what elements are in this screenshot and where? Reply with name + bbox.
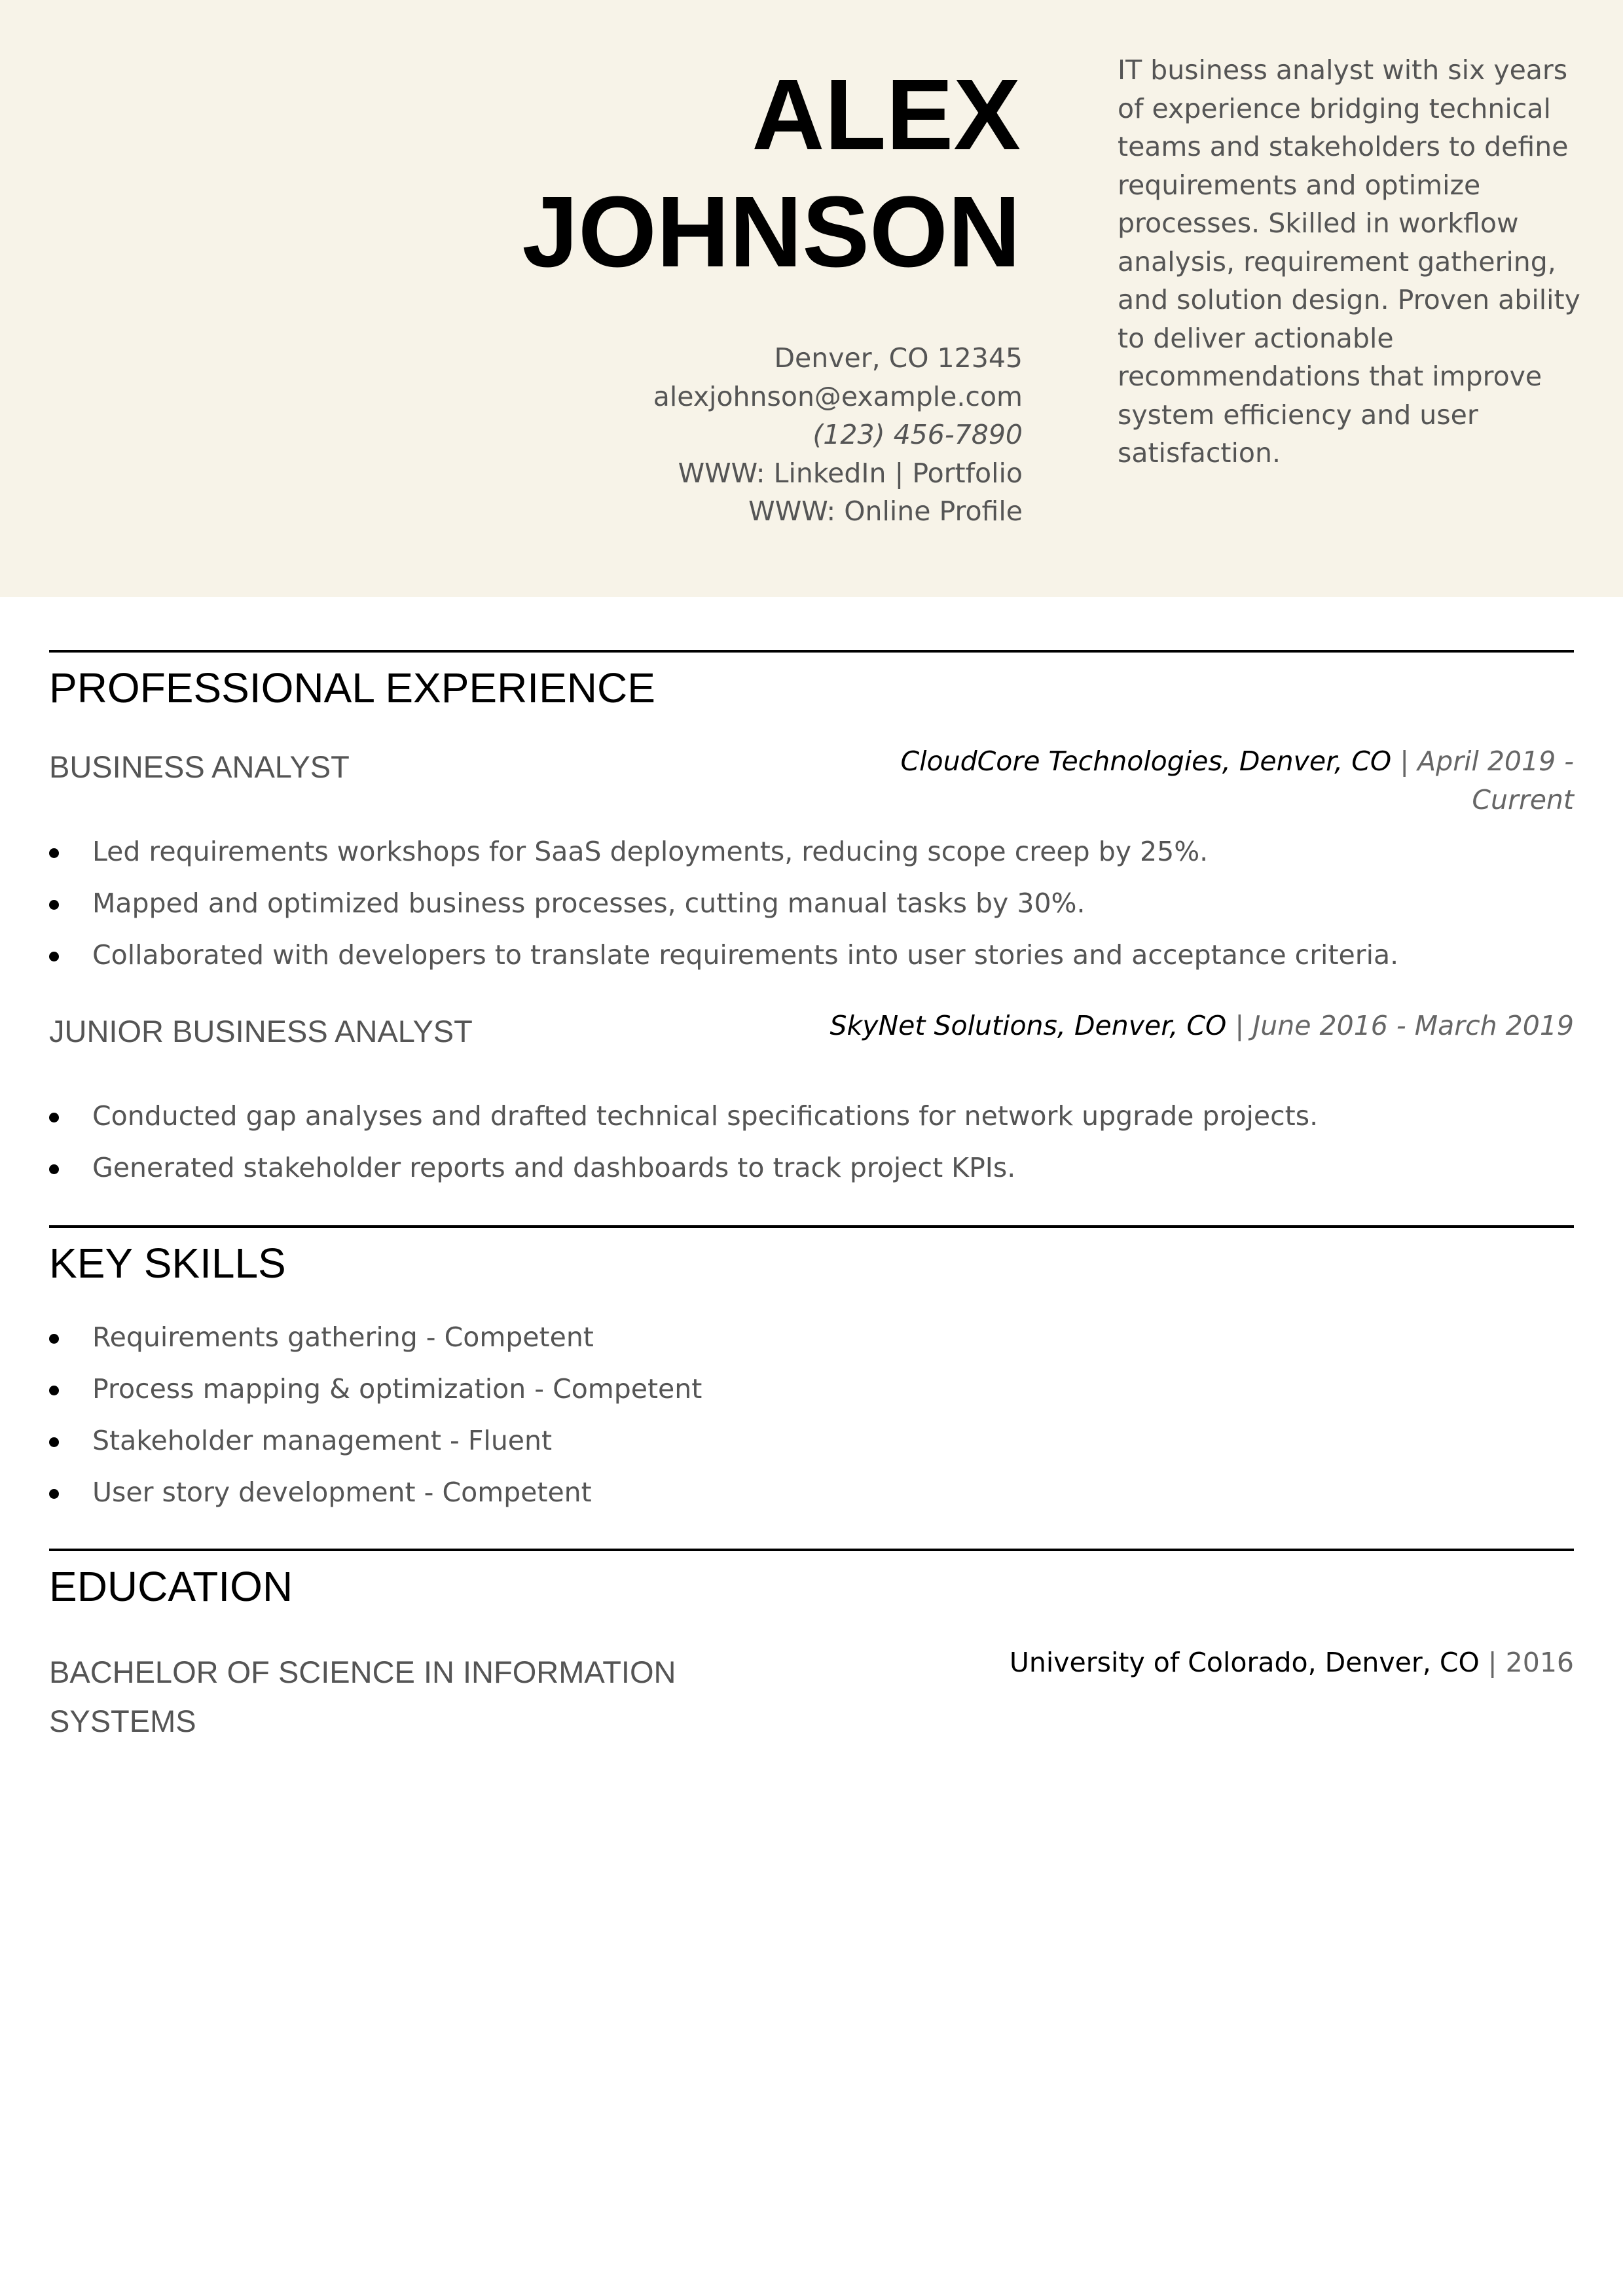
skills-heading: KEY SKILLS bbox=[49, 1240, 286, 1287]
job-meta bbox=[821, 1007, 1574, 1045]
job-dates: April 2019 - Current bbox=[1417, 745, 1574, 816]
skill-item: Process mapping & optimization - Competent bbox=[49, 1363, 702, 1415]
graduation-year: 2016 bbox=[1505, 1647, 1574, 1678]
job-title: BUSINESS ANALYST bbox=[49, 749, 350, 784]
job-dates: June 2016 - March 2019 bbox=[1252, 1010, 1574, 1041]
list-item: Conducted gap analyses and drafted technical specifications for network upgrade projects. bbox=[49, 1090, 1318, 1142]
last-name: JOHNSON bbox=[522, 175, 1021, 288]
job-separator: | bbox=[1235, 1010, 1245, 1041]
job-company: CloudCore Technologies, Denver, CO bbox=[900, 745, 1392, 777]
contact-info bbox=[653, 339, 1023, 531]
section-divider bbox=[49, 1225, 1574, 1228]
skill-item: Requirements gathering - Competent bbox=[49, 1312, 702, 1363]
contact-location: Denver, CO 12345 bbox=[774, 342, 1023, 374]
skill-item: User story development - Competent bbox=[49, 1467, 702, 1518]
education-meta bbox=[1010, 1643, 1574, 1682]
professional-summary: IT business analyst with six years of experience bridging technical teams and stakeholders to define requirements and optimize processes. Skilled in workflow analysis, requirement gathering, and solution design. Proven ability to deliver actionable recommendations that improve system efficiency and user satisfaction. bbox=[1118, 54, 1580, 469]
list-item: Generated stakeholder reports and dashboards to track project KPIs. bbox=[49, 1142, 1318, 1194]
job-separator: | bbox=[1400, 745, 1410, 777]
contact-phone[interactable]: (123) 456-7890 bbox=[812, 419, 1023, 450]
contact-profile[interactable]: WWW: Online Profile bbox=[748, 495, 1023, 527]
contact-email[interactable]: alexjohnson@example.com bbox=[653, 380, 1023, 412]
list-item: Collaborated with developers to translate requirements into user stories and acceptance criteria. bbox=[49, 929, 1398, 981]
degree-title: BACHELOR OF SCIENCE IN INFORMATION SYSTEMS bbox=[49, 1655, 676, 1738]
list-item: Mapped and optimized business processes, cutting manual tasks by 30%. bbox=[49, 878, 1398, 929]
job-bullets bbox=[49, 1090, 1318, 1194]
skill-item: Stakeholder management - Fluent bbox=[49, 1415, 702, 1467]
list-item: Led requirements workshops for SaaS deployments, reducing scope creep by 25%. bbox=[49, 826, 1398, 878]
job-company: SkyNet Solutions, Denver, CO bbox=[830, 1010, 1227, 1041]
education-heading: EDUCATION bbox=[49, 1563, 293, 1610]
section-divider bbox=[49, 650, 1574, 653]
skills-list bbox=[49, 1312, 702, 1518]
job-meta bbox=[821, 742, 1574, 819]
job-title: JUNIOR BUSINESS ANALYST bbox=[49, 1014, 473, 1049]
contact-links[interactable]: WWW: LinkedIn | Portfolio bbox=[678, 457, 1023, 489]
experience-heading: PROFESSIONAL EXPERIENCE bbox=[49, 664, 655, 711]
job-bullets bbox=[49, 826, 1398, 981]
school-name: University of Colorado, Denver, CO bbox=[1009, 1647, 1480, 1678]
education-separator: | bbox=[1487, 1647, 1497, 1678]
first-name: ALEX bbox=[752, 58, 1021, 171]
section-divider bbox=[49, 1549, 1574, 1551]
